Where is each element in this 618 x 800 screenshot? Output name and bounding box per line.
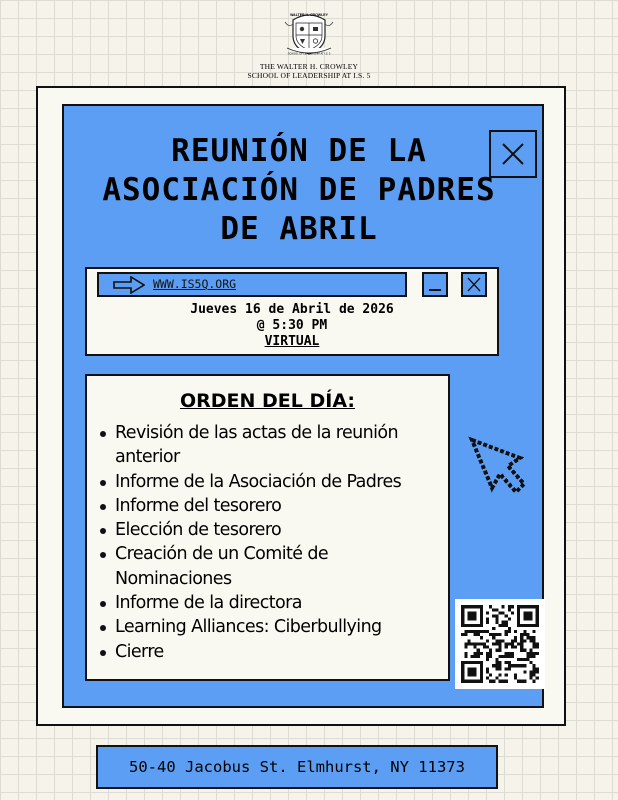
event-date: Jueves 16 de Abril de 2026 bbox=[190, 302, 394, 317]
qr-code bbox=[455, 599, 545, 689]
event-info bbox=[85, 302, 499, 350]
close-x-icon bbox=[463, 274, 485, 295]
minimize-icon bbox=[424, 274, 446, 295]
event-time: @ 5:30 PM bbox=[256, 318, 328, 333]
agenda-list bbox=[95, 421, 443, 664]
close-x-icon bbox=[491, 132, 535, 176]
agenda-item: Revisión de las actas de la reunión anterior bbox=[95, 421, 443, 470]
agenda-item: Informe del tesorero bbox=[95, 494, 443, 518]
website-link[interactable]: WWW.IS5Q.ORG bbox=[153, 277, 237, 291]
school-name-line-2: SCHOOL OF LEADERSHIP AT I.S. 5 bbox=[247, 71, 371, 80]
minimize-button[interactable] bbox=[422, 272, 448, 297]
agenda-item: Learning Alliances: Ciberbullying bbox=[95, 615, 443, 639]
agenda-item: Cierre bbox=[95, 640, 443, 664]
school-header bbox=[0, 8, 618, 80]
flyer-title bbox=[66, 132, 532, 249]
close-button[interactable] bbox=[489, 130, 537, 178]
school-crest-logo bbox=[279, 8, 339, 58]
mouse-cursor-icon bbox=[468, 436, 532, 500]
agenda-item: Informe de la directora bbox=[95, 591, 443, 615]
window-close-button[interactable] bbox=[461, 272, 487, 297]
title-line-3: DE ABRIL bbox=[220, 211, 378, 247]
agenda-item: Elección de tesorero bbox=[95, 518, 443, 542]
arrow-right-icon bbox=[113, 276, 145, 294]
title-line-2: ASOCIACIÓN DE PADRES bbox=[102, 172, 496, 208]
school-name-line-1: THE WALTER H. CROWLEY bbox=[259, 62, 359, 71]
title-line-1: REUNIÓN DE LA bbox=[171, 133, 427, 169]
agenda-item: Informe de la Asociación de Padres bbox=[95, 470, 443, 494]
svg-text:WALTER H. CROWLEY: WALTER H. CROWLEY bbox=[290, 13, 328, 17]
school-name bbox=[0, 62, 618, 80]
agenda-item: Creación de un Comité de Nominaciones bbox=[95, 542, 443, 591]
address: 50-40 Jacobus St. Elmhurst, NY 11373 bbox=[129, 758, 465, 776]
event-location: VIRTUAL bbox=[264, 334, 320, 349]
agenda-title: ORDEN DEL DÍA: bbox=[179, 390, 356, 412]
svg-text:SCHOOL OF LEADERSHIP AT I.S. 5: SCHOOL OF LEADERSHIP AT I.S. 5 bbox=[287, 52, 331, 56]
